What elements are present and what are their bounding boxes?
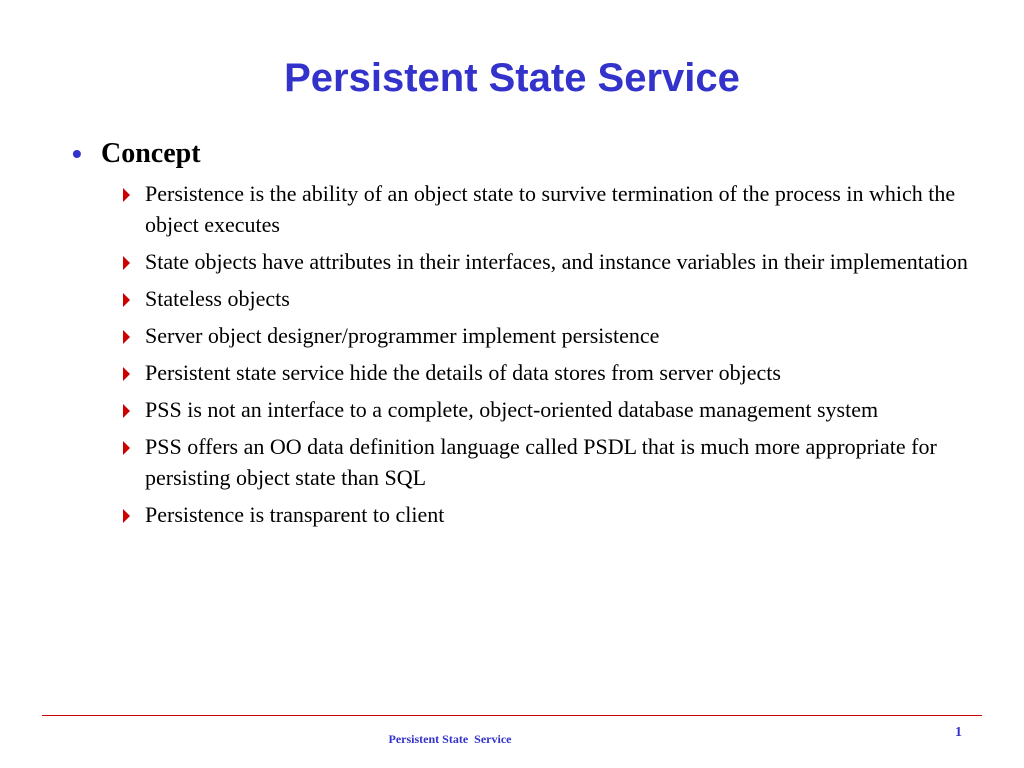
list-item: [120, 246, 970, 277]
page-number: 1: [955, 725, 962, 740]
list-item-text: Server object designer/programmer implement persistence: [145, 323, 660, 348]
triangle-right-icon: [123, 404, 130, 418]
footer-title: Persistent State Service: [388, 732, 512, 746]
list-item: [120, 499, 970, 530]
triangle-right-icon: [123, 188, 130, 202]
triangle-right-icon: [123, 256, 130, 270]
triangle-right-icon: [123, 367, 130, 381]
triangle-right-icon: [123, 509, 130, 523]
list-item-text: Persistence is the ability of an object state to survive termination of the process in which the object executes: [145, 181, 956, 237]
bullet-list: [120, 178, 970, 536]
list-item: [120, 283, 970, 314]
triangle-right-icon: [123, 441, 130, 455]
bullet-dot-icon: •: [72, 138, 82, 169]
list-item-text: State objects have attributes in their interfaces, and instance variables in their implementation: [145, 249, 968, 274]
triangle-right-icon: [123, 330, 130, 344]
footer-divider: [42, 715, 982, 716]
list-item-text: PSS offers an OO data definition language called PSDL that is much more appropriate for persisting object state than SQL: [145, 434, 937, 490]
list-item: [120, 357, 970, 388]
list-item: [120, 320, 970, 351]
list-item: [120, 394, 970, 425]
triangle-right-icon: [123, 293, 130, 307]
slide-title: Persistent State Service: [284, 56, 740, 100]
list-item-text: Stateless objects: [145, 286, 290, 311]
list-item: [120, 431, 970, 493]
section-label: Concept: [101, 138, 201, 169]
list-item-text: Persistent state service hide the details of data stores from server objects: [145, 360, 781, 385]
list-item-text: Persistence is transparent to client: [145, 502, 445, 527]
list-item-text: PSS is not an interface to a complete, object-oriented database management system: [145, 397, 879, 422]
list-item: [120, 178, 970, 240]
